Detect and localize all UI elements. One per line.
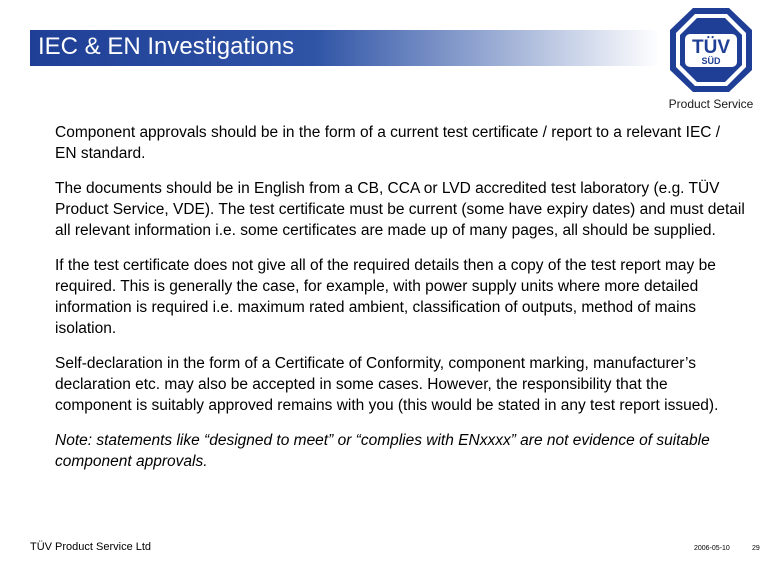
logo-caption: Product Service xyxy=(668,97,754,111)
tuv-sud-octagon-logo-icon xyxy=(668,6,754,94)
paragraph-4: Self-declaration in the form of a Certificate of Conformity, component marking, manufacturer’s declaration etc. may also be accepted in some cases. However, the responsibility that the component is suitably approved remains with you (this would be stated in any test report issued). xyxy=(55,355,719,414)
footer-page-number: 29 xyxy=(752,545,760,552)
paragraph-1: Component approvals should be in the form of a current test certificate / report to a relevant IEC / EN standard. xyxy=(55,124,721,162)
footer-date: 2006-05-10 xyxy=(694,545,730,552)
paragraph-2: The documents should be in English from a CB, CCA or LVD accredited test laboratory (e.g. TÜV Product Service, VDE). The test certificate must be current (some have expiry dates) and must detail all relevant information i.e. some certificates are made up of many pages, all should be supplied. xyxy=(55,180,745,239)
page-title: IEC & EN Investigations xyxy=(38,33,295,60)
logo-brand-text: TÜV xyxy=(692,37,730,58)
title-bar xyxy=(30,30,660,66)
content-body xyxy=(55,122,745,486)
tuv-logo xyxy=(668,6,754,114)
footer-company: TÜV Product Service Ltd xyxy=(30,541,152,553)
paragraph-3: If the test certificate does not give all of the required details then a copy of the test report may be required. This is generally the case, for example, with power supply units where more detailed information is required i.e. maximum rated ambient, classification of outputs, method of mains isolation. xyxy=(55,257,716,337)
note-paragraph: Note: statements like “designed to meet” or “complies with ENxxxx” are not evidence of suitable component approvals. xyxy=(55,432,710,470)
logo-sub-text: SÜD xyxy=(701,56,721,66)
